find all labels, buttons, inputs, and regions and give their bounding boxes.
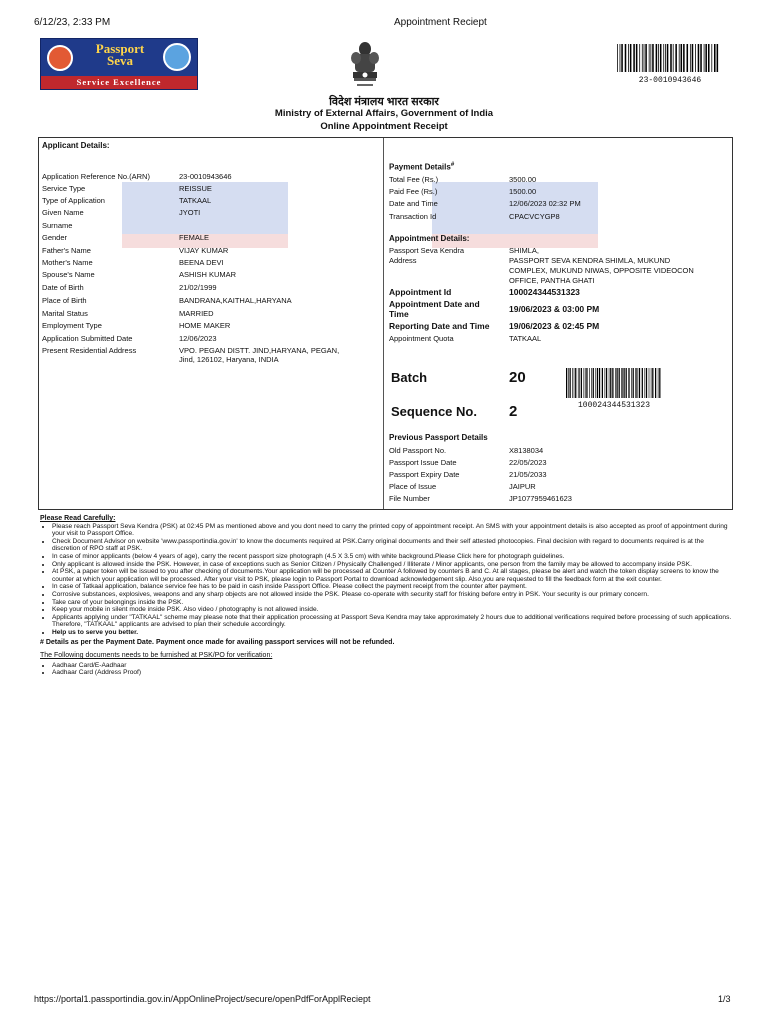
previous-row-value: JP1077959461623: [509, 494, 572, 503]
barcode-bar: [690, 44, 691, 72]
applicant-row-label: Spouse's Name: [42, 270, 95, 279]
barcode-bar: [679, 44, 680, 72]
logo-left-emblem-icon: [47, 45, 73, 71]
instruction-item: • In case of minor applicants (below 4 years of age), carry the recent passport size photograph (4.5 X 3.5 cm) with white background.Please Click here for photograph guidelines.: [52, 553, 732, 561]
instruction-item: • Take care of your belongings inside the PSK.: [52, 599, 732, 607]
barcode-bar: [655, 368, 656, 398]
appointment-datetime-label-2: Time: [389, 309, 409, 319]
hindi-title: विदेश मंत्रालय भारत सरकार: [329, 96, 439, 108]
address-label: Address: [389, 256, 417, 265]
payment-heading-mark: #: [450, 162, 455, 168]
payment-row-label: Date and Time: [389, 199, 438, 208]
barcode-bar: [642, 368, 643, 398]
barcode-bar: [695, 44, 696, 72]
previous-row-label: Place of Issue: [389, 482, 437, 491]
barcode-bar: [574, 368, 575, 398]
payment-heading-text: Payment Details: [389, 162, 451, 172]
logo-text: [73, 43, 167, 67]
applicant-row-label: Gender: [42, 233, 68, 242]
payment-row-label: Total Fee (Rs.): [389, 175, 439, 184]
barcode-bar: [645, 44, 647, 72]
barcode-bar: [595, 368, 596, 398]
document-item: • Aadhaar Card (Address Proof): [52, 669, 732, 677]
arn-barcode: [617, 44, 720, 72]
barcode-bar: [605, 368, 606, 398]
barcode-bar: [687, 44, 689, 72]
previous-row-label: File Number: [389, 494, 430, 503]
batch-label: Batch: [391, 370, 428, 385]
barcode-bar: [597, 368, 598, 398]
applicant-row-label: Mother's Name: [42, 258, 93, 267]
psk-label: Passport Seva Kendra: [389, 246, 465, 255]
payment-row-value: 1500.00: [509, 187, 537, 196]
barcode-bar: [630, 44, 632, 72]
instruction-item: • In case of Tatkaal application, balance service fee has to be paid in cash inside Passport Office. Please collect the payment receipt from the counter after payment.: [52, 583, 732, 591]
barcode-bar: [585, 368, 586, 398]
barcode-bar: [658, 368, 659, 398]
ashoka-emblem-icon: [348, 40, 382, 92]
barcode-bar: [628, 44, 629, 72]
barcode-bar: [589, 368, 590, 398]
instruction-item: • Applicants applying under "TATKAAL" scheme may please note that their application processing at Passport Seva Kendra may take approximately 2 hours due to additional verifications required before processing of such applications. Therefore, "TATKAAL" applicants are advised to plan their schedule accordingly.: [52, 614, 732, 629]
applicant-row-value: JYOTI: [179, 208, 201, 217]
barcode-bar: [623, 368, 624, 398]
applicant-row-value: BANDRANA,KAITHAL,HARYANA: [179, 296, 292, 305]
barcode-bar: [665, 44, 666, 72]
barcode-bar: [649, 44, 650, 72]
applicant-row-label: Date of Birth: [42, 283, 84, 292]
instruction-item: • Only applicant is allowed inside the PSK. However, in case of exceptions such as Senior Citizen / Physically Challenged / Illiterate / Minor applicants, one person from the family may be allowed to accompany inside PSK.: [52, 561, 732, 569]
psk-address-line-3: OFFICE, PANTHA GHATI: [509, 276, 595, 285]
documents-heading: The Following documents needs to be furnished at PSK/PO for verification:: [40, 652, 273, 660]
barcode-bar: [628, 368, 629, 398]
instruction-item: • Check Document Advisor on website 'www.passportindia.gov.in' to know the documents required at PSK.Carry original documents and their self attested photocopies. Final decision with regard to documents required is at the discretion of RPO staff at PSK.: [52, 538, 732, 553]
applicant-row-label: Surname: [42, 221, 73, 230]
print-datetime: 6/12/23, 2:33 PM: [34, 17, 111, 28]
instruction-item: • At PSK, a paper token will be issued to you after checking of documents.Your application will be processed at Counter A followed by counters B and C. At all stages, please be alert and watch the token display screens to know the counter at which your application will be processed. After your visit to PSK, please login to Passport Portal to download acknowledgement slip. Also,you are requested to fill the feedback form at the exit counter.: [52, 568, 732, 583]
barcode-bar: [652, 368, 653, 398]
barcode-bar: [705, 44, 707, 72]
previous-row-label: Old Passport No.: [389, 446, 447, 455]
barcode-bar: [635, 368, 636, 398]
applicant-row-label: Application Reference No.(ARN): [42, 172, 150, 181]
barcode-bar: [575, 368, 576, 398]
payment-row-label: Transaction Id: [389, 212, 437, 221]
applicant-row-label: Present Residential Address: [42, 346, 137, 355]
appointment-id-label: Appointment Id: [389, 287, 452, 297]
appointment-details-heading: Appointment Details:: [389, 234, 470, 243]
barcode-bar: [704, 44, 705, 72]
barcode-bar: [698, 44, 700, 72]
barcode-bar: [610, 368, 611, 398]
instructions-section: [40, 515, 732, 677]
appointment-barcode-number: 100024344531323: [577, 401, 650, 410]
barcode-bar: [617, 44, 618, 72]
barcode-bar: [620, 44, 621, 72]
page-number: 1/3: [718, 994, 731, 1004]
instruction-item: • Please reach Passport Seva Kendra (PSK) at 02:45 PM as mentioned above and you dont need to carry the printed copy of appointment receipt. An SMS with your appointment details is also accepted as proof of appointment during your visit to Passport Office.: [52, 523, 732, 538]
instructions-heading: Please Read Carefully:: [40, 515, 116, 522]
barcode-bar: [593, 368, 594, 398]
barcode-bar: [566, 368, 567, 398]
ministry-title: Ministry of External Affairs, Government of India: [274, 108, 494, 119]
barcode-bar: [639, 44, 640, 72]
applicant-row-value: VPO. PEGAN DISTT. JIND,HARYANA, PEGAN,: [179, 346, 340, 355]
receipt-title: Online Appointment Receipt: [320, 121, 448, 132]
barcode-bar: [670, 44, 672, 72]
barcode-bar: [667, 44, 669, 72]
arn-barcode-number: 23-0010943646: [638, 76, 702, 85]
barcode-bar: [586, 368, 587, 398]
applicant-row-label: Marital Status: [42, 309, 88, 318]
previous-row-value: 21/05/2033: [509, 470, 547, 479]
barcode-bar: [570, 368, 571, 398]
applicant-row-value: 21/02/1999: [179, 283, 217, 292]
psk-address-line-1: PASSPORT SEVA KENDRA SHIMLA, MUKUND: [509, 256, 671, 265]
barcode-bar: [649, 368, 650, 398]
barcode-bar: [633, 368, 634, 398]
barcode-bar: [683, 44, 685, 72]
applicant-row-value: 23-0010943646: [179, 172, 232, 181]
batch-value: 20: [509, 369, 526, 386]
logo-line2: Seva: [107, 53, 133, 68]
previous-row-value: X8138034: [509, 446, 544, 455]
payment-details-heading: [389, 162, 454, 172]
applicant-row-label: Type of Application: [42, 196, 105, 205]
applicant-row-value: FEMALE: [179, 233, 210, 242]
instruction-item: • Help us to serve you better.: [52, 629, 732, 637]
barcode-bar: [692, 44, 694, 72]
barcode-bar: [599, 368, 600, 398]
appointment-datetime-label-1: Appointment Date and: [389, 299, 480, 309]
applicant-row-label: Employment Type: [42, 321, 102, 330]
barcode-bar: [606, 368, 607, 398]
barcode-bar: [714, 44, 716, 72]
barcode-bar: [717, 44, 719, 72]
document-item: • Aadhaar Card/E-Aadhaar: [52, 662, 732, 670]
reporting-datetime-value: 19/06/2023 & 02:45 PM: [509, 321, 600, 331]
barcode-bar: [656, 44, 658, 72]
applicant-row-label: Place of Birth: [42, 296, 87, 305]
barcode-bar: [615, 368, 616, 398]
psk-address-line-2: COMPLEX, MUKUND NIWAS, OPPOSITE VIDEOCON: [509, 266, 694, 275]
barcode-bar: [659, 368, 660, 398]
instructions-list: [40, 523, 732, 637]
barcode-bar: [578, 368, 579, 398]
appointment-barcode: [566, 368, 662, 398]
appointment-id-value: 100024344531323: [509, 287, 580, 297]
applicant-row-label: Given Name: [42, 208, 84, 217]
barcode-bar: [646, 368, 647, 398]
barcode-bar: [581, 368, 582, 398]
barcode-bar: [658, 44, 659, 72]
barcode-bar: [572, 368, 573, 398]
barcode-bar: [644, 44, 645, 72]
logo-tagline: Service Excellence: [41, 76, 197, 89]
payment-refund-note: # Details as per the Payment Date. Payment once made for availing passport services will not be refunded.: [40, 638, 395, 646]
previous-row-label: Passport Issue Date: [389, 458, 457, 467]
applicant-details-heading: Applicant Details:: [42, 141, 110, 150]
applicant-row-value: VIJAY KUMAR: [179, 246, 229, 255]
barcode-bar: [644, 368, 645, 398]
applicant-row-value: Jind, 126102, Haryana, INDIA: [179, 355, 279, 364]
barcode-bar: [642, 44, 643, 72]
payment-row-value: CPACVCYGP8: [509, 212, 560, 221]
reporting-datetime-label: Reporting Date and Time: [389, 321, 490, 331]
document-title: Appointment Reciept: [394, 17, 487, 28]
barcode-bar: [626, 368, 627, 398]
previous-passport-heading: Previous Passport Details: [389, 433, 488, 442]
barcode-bar: [708, 44, 710, 72]
barcode-bar: [673, 44, 674, 72]
applicant-row-label: Service Type: [42, 184, 86, 193]
applicant-row-label: Father's Name: [42, 246, 91, 255]
barcode-bar: [621, 368, 622, 398]
barcode-bar: [631, 368, 632, 398]
sequence-label: Sequence No.: [391, 404, 477, 419]
instruction-item: • Keep your mobile in silent mode inside PSK. Also video / photography is not allowed inside.: [52, 606, 732, 614]
barcode-bar: [612, 368, 613, 398]
barcode-bar: [660, 44, 662, 72]
instruction-item: • Corrosive substances, explosives, weapons and any sharp objects are not allowed inside the PSK. Please co-operate with security staff for frisking before entry in PSK. Your security is our primary concern.: [52, 591, 732, 599]
barcode-bar: [633, 44, 635, 72]
applicant-row-value: HOME MAKER: [179, 321, 231, 330]
documents-list: [40, 662, 732, 677]
barcode-bar: [711, 44, 712, 72]
barcode-bar: [584, 368, 585, 398]
sequence-value: 2: [509, 403, 518, 420]
appointment-quota-value: TATKAAL: [509, 334, 542, 343]
barcode-bar: [619, 368, 620, 398]
barcode-bar: [675, 44, 677, 72]
applicant-row-value: 12/06/2023: [179, 334, 217, 343]
previous-row-label: Passport Expiry Date: [389, 470, 460, 479]
barcode-bar: [591, 368, 592, 398]
globe-icon: [163, 43, 191, 71]
previous-row-value: JAIPUR: [509, 482, 536, 491]
barcode-bar: [625, 44, 627, 72]
barcode-bar: [639, 368, 640, 398]
previous-row-value: 22/05/2023: [509, 458, 547, 467]
logo-line1: Passport: [95, 41, 145, 56]
barcode-bar: [621, 44, 623, 72]
barcode-bar: [650, 44, 651, 72]
appointment-datetime-value: 19/06/2023 & 03:00 PM: [509, 304, 600, 314]
applicant-row-value: BEENA DEVI: [179, 258, 224, 267]
payment-row-value: 12/06/2023 02:32 PM: [509, 199, 581, 208]
passport-seva-logo: [40, 38, 198, 90]
barcode-bar: [663, 44, 664, 72]
payment-row-label: Paid Fee (Rs.): [389, 187, 438, 196]
payment-row-value: 3500.00: [509, 175, 537, 184]
barcode-bar: [636, 44, 638, 72]
barcode-bar: [616, 368, 617, 398]
barcode-bar: [637, 368, 638, 398]
applicant-row-value: TATKAAL: [179, 196, 212, 205]
appointment-quota-label: Appointment Quota: [389, 334, 454, 343]
barcode-bar: [651, 368, 652, 398]
psk-value: SHIMLA,: [509, 246, 540, 255]
page-url: https://portal1.passportindia.gov.in/AppOnlineProject/secure/openPdfForApplReciept: [34, 994, 371, 1004]
applicant-row-value: ASHISH KUMAR: [179, 270, 237, 279]
applicant-row-label: Application Submitted Date: [42, 334, 133, 343]
applicant-row-value: REISSUE: [179, 184, 212, 193]
barcode-bar: [609, 368, 610, 398]
barcode-bar: [700, 44, 702, 72]
applicant-row-value: MARRIED: [179, 309, 214, 318]
barcode-bar: [579, 368, 580, 398]
barcode-bar: [681, 44, 683, 72]
barcode-bar: [602, 368, 603, 398]
barcode-bar: [652, 44, 654, 72]
column-divider: [383, 138, 384, 509]
barcode-bar: [568, 368, 569, 398]
